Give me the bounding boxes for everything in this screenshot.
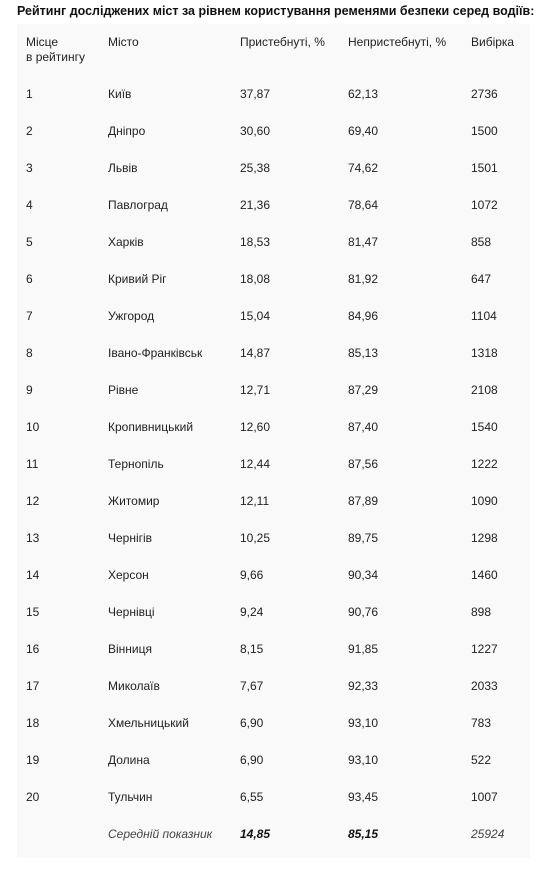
header-sample: Вибірка xyxy=(471,35,515,49)
average-unbuckled: 85,15 xyxy=(348,827,379,841)
buckled-cell: 25,38 xyxy=(240,161,271,175)
city-cell: Ужгород xyxy=(108,309,155,323)
buckled-cell: 9,24 xyxy=(240,605,264,619)
unbuckled-cell: 87,40 xyxy=(348,420,379,434)
city-cell: Дніпро xyxy=(108,124,146,138)
sample-cell: 1007 xyxy=(471,790,498,804)
unbuckled-cell: 84,96 xyxy=(348,309,379,323)
unbuckled-cell: 81,92 xyxy=(348,272,379,286)
rank-cell: 19 xyxy=(26,753,40,767)
city-cell: Долина xyxy=(108,753,150,767)
buckled-cell: 37,87 xyxy=(240,87,271,101)
buckled-cell: 9,66 xyxy=(240,568,264,582)
buckled-cell: 21,36 xyxy=(240,198,271,212)
city-cell: Кропивницький xyxy=(108,420,194,434)
sample-cell: 2736 xyxy=(471,87,498,101)
rank-cell: 9 xyxy=(26,383,33,397)
table-row xyxy=(17,491,530,511)
sample-cell: 1318 xyxy=(471,346,498,360)
unbuckled-cell: 78,64 xyxy=(348,198,379,212)
unbuckled-cell: 87,29 xyxy=(348,383,379,397)
rank-cell: 16 xyxy=(26,642,40,656)
unbuckled-cell: 90,34 xyxy=(348,568,379,582)
table-row xyxy=(17,602,530,622)
rank-cell: 11 xyxy=(26,457,39,471)
sample-cell: 1222 xyxy=(471,457,498,471)
city-cell: Житомир xyxy=(108,494,160,508)
rank-cell: 18 xyxy=(26,716,40,730)
unbuckled-cell: 91,85 xyxy=(348,642,379,656)
buckled-cell: 30,60 xyxy=(240,124,271,138)
unbuckled-cell: 93,45 xyxy=(348,790,379,804)
rank-cell: 14 xyxy=(26,568,40,582)
rank-cell: 3 xyxy=(26,161,33,175)
rank-cell: 13 xyxy=(26,531,40,545)
city-cell: Тернопіль xyxy=(108,457,164,471)
ranking-table xyxy=(17,24,530,858)
table-row xyxy=(17,195,530,215)
unbuckled-cell: 92,33 xyxy=(348,679,379,693)
header-rank-line2: в рейтингу xyxy=(26,50,85,64)
table-row xyxy=(17,121,530,141)
buckled-cell: 8,15 xyxy=(240,642,264,656)
table-row xyxy=(17,417,530,437)
rank-cell: 6 xyxy=(26,272,33,286)
table-row xyxy=(17,787,530,807)
table-row xyxy=(17,713,530,733)
buckled-cell: 12,60 xyxy=(240,420,271,434)
rank-cell: 10 xyxy=(26,420,40,434)
city-cell: Харків xyxy=(108,235,144,249)
sample-cell: 898 xyxy=(471,605,492,619)
rank-cell: 5 xyxy=(26,235,33,249)
sample-cell: 1227 xyxy=(471,642,498,656)
city-cell: Рівне xyxy=(108,383,139,397)
sample-cell: 783 xyxy=(471,716,492,730)
average-sample: 25924 xyxy=(471,827,505,841)
sample-cell: 2033 xyxy=(471,679,498,693)
unbuckled-cell: 90,76 xyxy=(348,605,379,619)
table-row xyxy=(17,84,530,104)
unbuckled-cell: 62,13 xyxy=(348,87,379,101)
rank-cell: 12 xyxy=(26,494,40,508)
rank-cell: 8 xyxy=(26,346,33,360)
header-rank xyxy=(26,35,85,65)
buckled-cell: 6,90 xyxy=(240,716,264,730)
buckled-cell: 15,04 xyxy=(240,309,271,323)
rank-cell: 20 xyxy=(26,790,40,804)
city-cell: Миколаїв xyxy=(108,679,160,693)
unbuckled-cell: 93,10 xyxy=(348,753,379,767)
table-row xyxy=(17,343,530,363)
table-row xyxy=(17,269,530,289)
buckled-cell: 6,90 xyxy=(240,753,264,767)
sample-cell: 1298 xyxy=(471,531,498,545)
sample-cell: 2108 xyxy=(471,383,498,397)
average-buckled: 14,85 xyxy=(240,827,271,841)
average-row xyxy=(17,824,530,844)
table-row xyxy=(17,528,530,548)
average-label: Середній показник xyxy=(108,827,213,841)
table-row xyxy=(17,232,530,252)
buckled-cell: 18,53 xyxy=(240,235,271,249)
sample-cell: 1104 xyxy=(471,309,497,323)
unbuckled-cell: 87,56 xyxy=(348,457,379,471)
sample-cell: 1500 xyxy=(471,124,498,138)
unbuckled-cell: 93,10 xyxy=(348,716,379,730)
city-cell: Івано-Франківськ xyxy=(108,346,203,360)
buckled-cell: 6,55 xyxy=(240,790,264,804)
sample-cell: 1460 xyxy=(471,568,498,582)
sample-cell: 522 xyxy=(471,753,492,767)
sample-cell: 1540 xyxy=(471,420,498,434)
table-row xyxy=(17,380,530,400)
buckled-cell: 18,08 xyxy=(240,272,271,286)
sample-cell: 858 xyxy=(471,235,492,249)
buckled-cell: 14,87 xyxy=(240,346,271,360)
sample-cell: 1072 xyxy=(471,198,498,212)
city-cell: Кривий Ріг xyxy=(108,272,167,286)
city-cell: Тульчин xyxy=(108,790,153,804)
city-cell: Павлоград xyxy=(108,198,168,212)
city-cell: Херсон xyxy=(108,568,149,582)
table-row xyxy=(17,750,530,770)
sample-cell: 1501 xyxy=(471,161,498,175)
city-cell: Львів xyxy=(108,161,138,175)
unbuckled-cell: 89,75 xyxy=(348,531,379,545)
city-cell: Київ xyxy=(108,87,132,101)
buckled-cell: 12,71 xyxy=(240,383,271,397)
city-cell: Хмельницький xyxy=(108,716,189,730)
city-cell: Чернівці xyxy=(108,605,155,619)
rank-cell: 1 xyxy=(26,87,33,101)
header-unbuckled: Непристебнуті, % xyxy=(348,35,447,49)
unbuckled-cell: 81,47 xyxy=(348,235,379,249)
table-row xyxy=(17,158,530,178)
city-cell: Вінниця xyxy=(108,642,152,656)
rank-cell: 7 xyxy=(26,309,33,323)
table-row xyxy=(17,639,530,659)
rank-cell: 2 xyxy=(26,124,33,138)
rank-cell: 15 xyxy=(26,605,40,619)
unbuckled-cell: 74,62 xyxy=(348,161,379,175)
table-row xyxy=(17,565,530,585)
page-title: Рейтинг досліджених міст за рівнем користування ременями безпеки серед водіїв: xyxy=(17,4,535,18)
table-row xyxy=(17,306,530,326)
buckled-cell: 12,44 xyxy=(240,457,271,471)
sample-cell: 1090 xyxy=(471,494,498,508)
header-buckled: Пристебнуті, % xyxy=(240,35,325,49)
unbuckled-cell: 69,40 xyxy=(348,124,379,138)
table-row xyxy=(17,676,530,696)
city-cell: Чернігів xyxy=(108,531,153,545)
unbuckled-cell: 85,13 xyxy=(348,346,379,360)
buckled-cell: 7,67 xyxy=(240,679,264,693)
header-rank-line1: Місце xyxy=(26,35,59,49)
unbuckled-cell: 87,89 xyxy=(348,494,379,508)
header-city: Місто xyxy=(108,35,139,49)
buckled-cell: 10,25 xyxy=(240,531,271,545)
buckled-cell: 12,11 xyxy=(240,494,270,508)
table-row xyxy=(17,454,530,474)
sample-cell: 647 xyxy=(471,272,492,286)
rank-cell: 4 xyxy=(26,198,33,212)
rank-cell: 17 xyxy=(26,679,40,693)
